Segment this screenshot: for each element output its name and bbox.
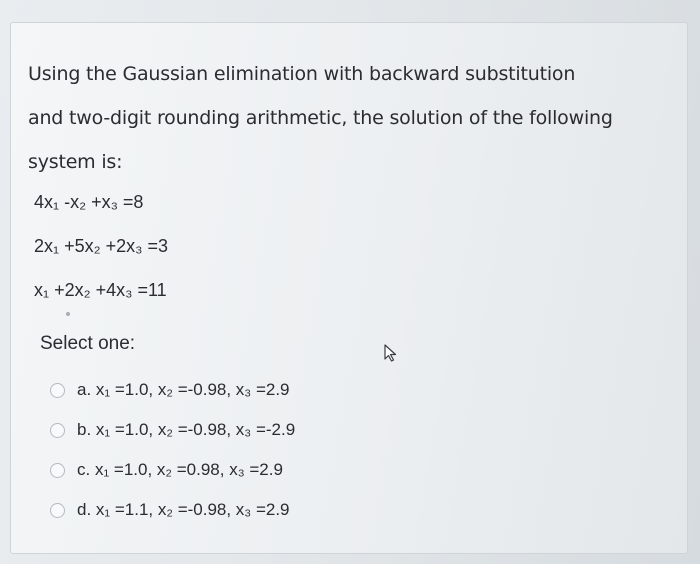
equation-2: 2x₁ +5x₂ +2x₃ =3 <box>34 236 168 256</box>
option-a-label: a. x₁ =1.0, x₂ =-0.98, x₃ =2.9 <box>77 380 290 399</box>
equation-3: x₁ +2x₂ +4x₃ =11 <box>34 280 167 300</box>
question-line: Using the Gaussian elimination with backward substitution <box>28 63 576 85</box>
option-a[interactable] <box>50 370 295 410</box>
radio-unselected-icon[interactable] <box>50 383 65 398</box>
mouse-pointer-icon <box>383 344 399 362</box>
answer-options <box>50 370 295 530</box>
radio-unselected-icon[interactable] <box>50 463 65 478</box>
option-c-label: c. x₁ =1.0, x₂ =0.98, x₃ =2.9 <box>77 460 283 479</box>
small-dot-mark <box>66 312 70 316</box>
question-line: and two-digit rounding arithmetic, the solution of the following <box>28 107 613 129</box>
question-line: system is: <box>28 151 123 173</box>
equation-1: 4x₁ -x₂ +x₃ =8 <box>34 192 144 212</box>
option-b[interactable] <box>50 410 295 450</box>
option-c[interactable] <box>50 450 295 490</box>
option-b-label: b. x₁ =1.0, x₂ =-0.98, x₃ =-2.9 <box>77 420 296 439</box>
equation-system <box>34 180 168 312</box>
radio-unselected-icon[interactable] <box>50 503 65 518</box>
radio-unselected-icon[interactable] <box>50 423 65 438</box>
option-d[interactable] <box>50 490 295 530</box>
select-one-label: Select one: <box>40 333 136 354</box>
question-text <box>28 52 668 184</box>
option-d-label: d. x₁ =1.1, x₂ =-0.98, x₃ =2.9 <box>77 500 290 519</box>
